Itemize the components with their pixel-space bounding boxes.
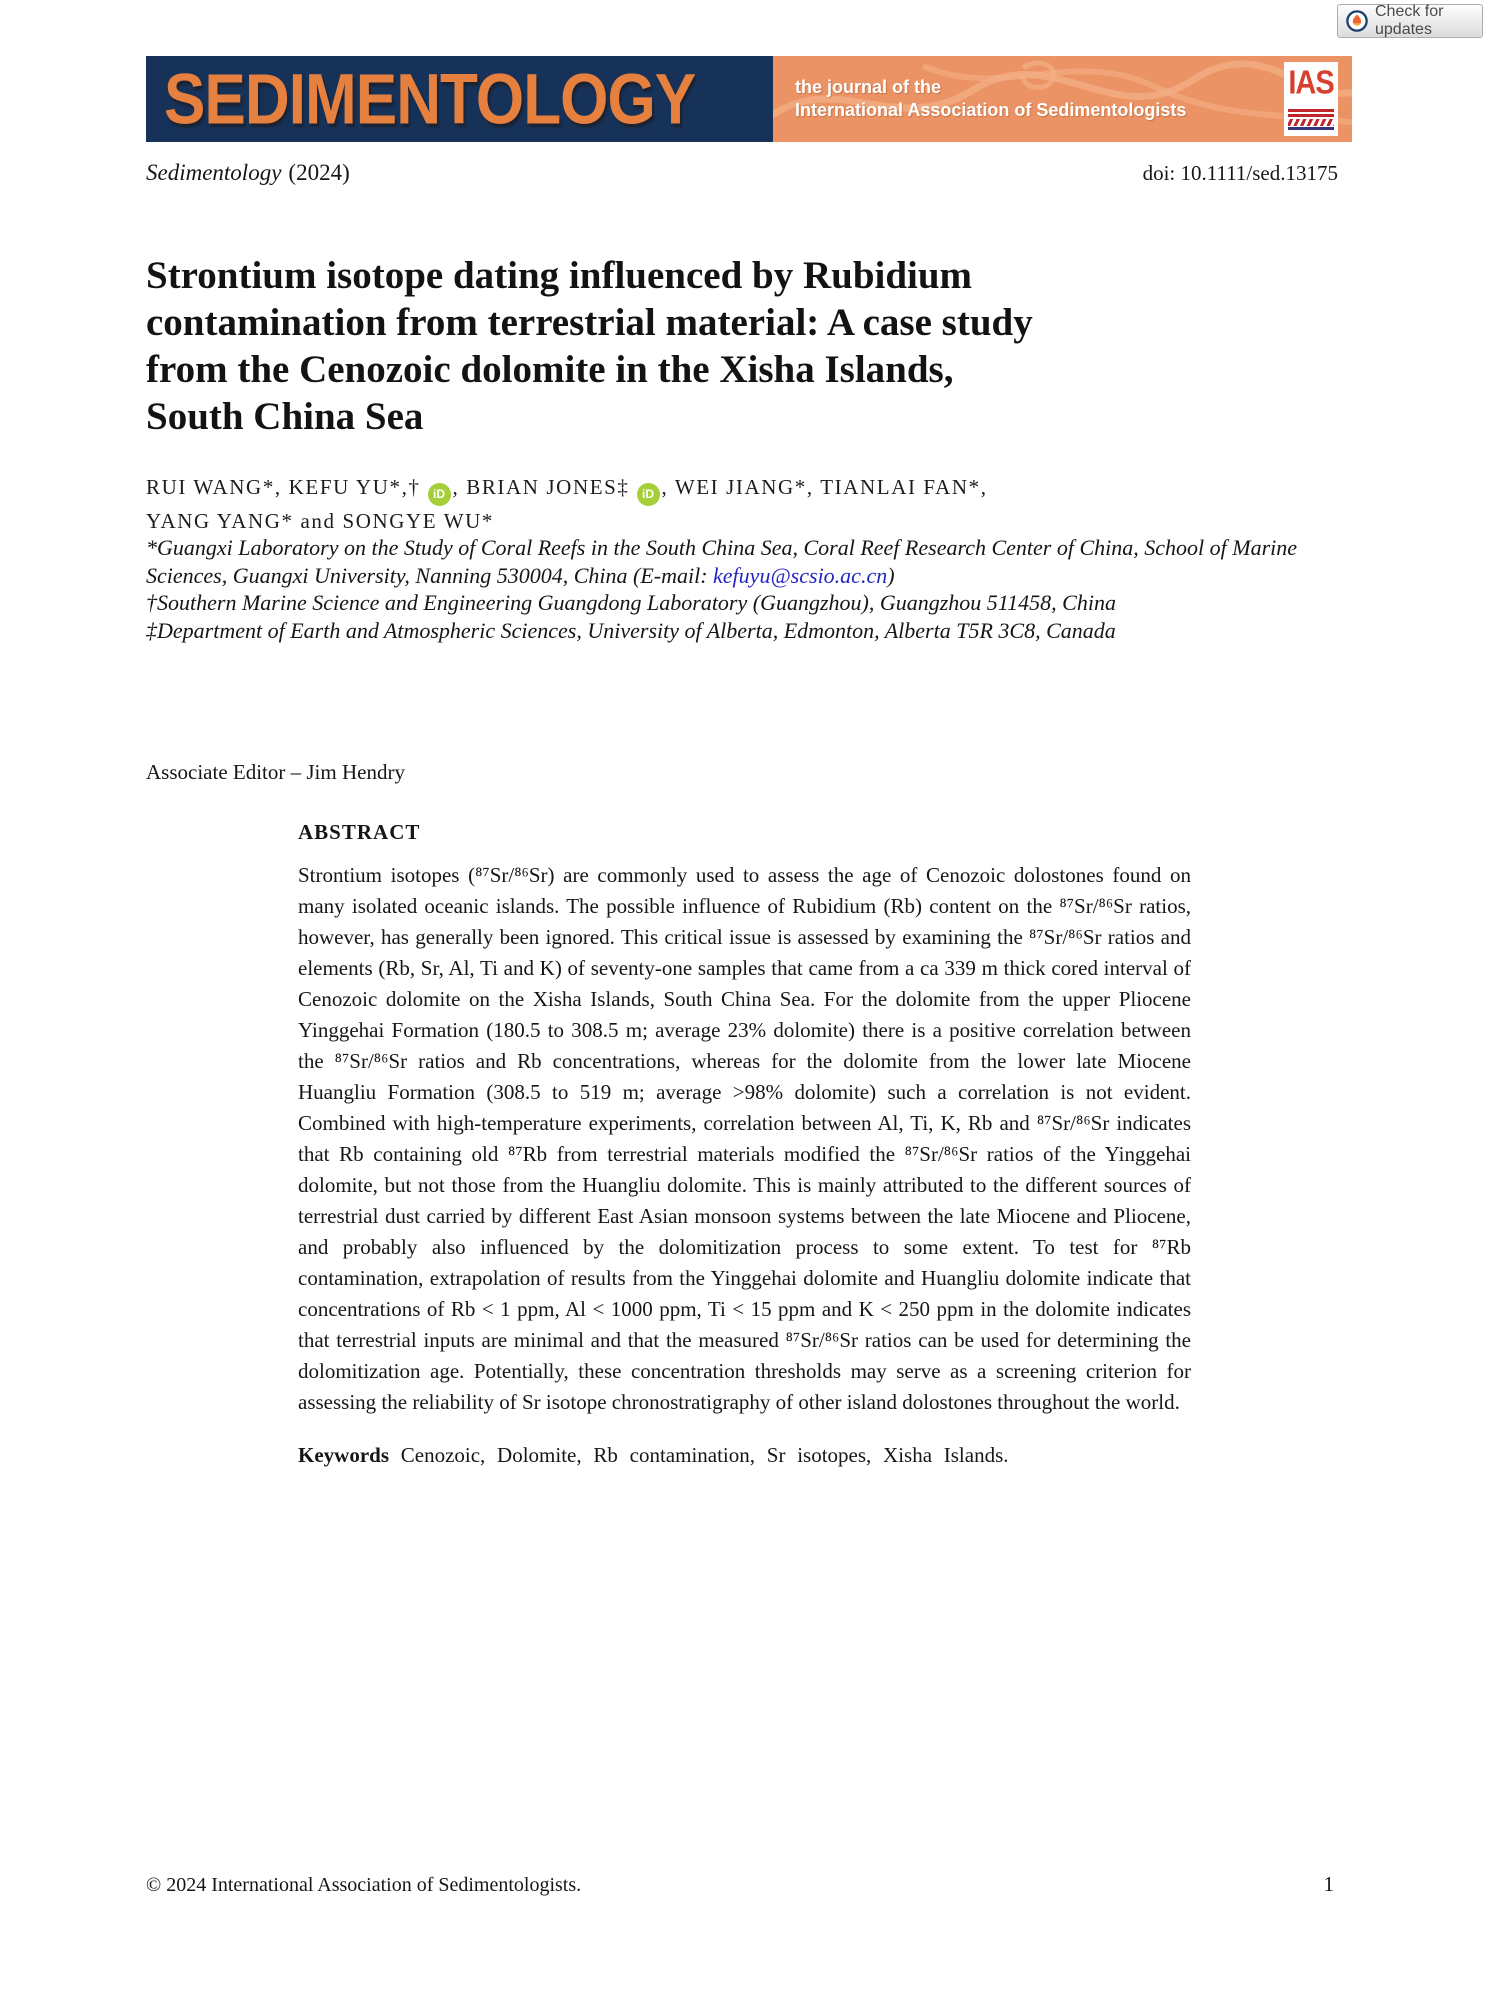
associate-editor-line: Associate Editor – Jim Hendry <box>146 760 405 784</box>
ias-logo-text: IAS <box>1288 64 1334 102</box>
title-line-2: contamination from terrestrial material: A case study <box>146 301 1033 344</box>
abstract-heading: ABSTRACT <box>298 820 421 844</box>
affiliation-1-close: ) <box>887 562 895 588</box>
meta-row <box>146 160 1338 186</box>
affiliation-2: †Southern Marine Science and Engineering Guangdong Laboratory (Guangzhou), Guangzhou 511458, China <box>146 590 1116 615</box>
affiliation-1-text: *Guangxi Laboratory on the Study of Coral Reefs in the South China Sea, Coral Reef Research Center of China, School of Marine Sciences, Guangxi University, Nanning 530004, China (E-mail: <box>146 535 1298 588</box>
page-number: 1 <box>1323 1872 1334 1896</box>
tagline-line1: the journal of the <box>795 77 941 97</box>
authors-segment-1: RUI WANG*, KEFU YU*,† <box>146 475 421 499</box>
banner-tagline-area <box>773 56 1352 142</box>
authors-line-2: YANG YANG* and SONGYE WU* <box>146 509 494 533</box>
banner-tagline <box>795 76 1186 122</box>
orcid-icon[interactable]: iD <box>637 483 660 506</box>
article-title <box>146 252 1266 440</box>
affiliations-block <box>146 534 1338 644</box>
page-footer <box>146 1872 1334 1897</box>
title-line-4: South China Sea <box>146 395 424 438</box>
authors-segment-2: , BRIAN JONES‡ <box>452 475 630 499</box>
journal-logotype: SEDIMENTOLOGY <box>164 58 696 140</box>
title-line-3: from the Cenozoic dolomite in the Xisha Islands, <box>146 348 954 391</box>
badge-label: Check for updates <box>1375 3 1444 38</box>
doi-text: doi: 10.1111/sed.13175 <box>1142 161 1338 185</box>
keywords-line <box>298 1440 1191 1471</box>
check-for-updates-badge[interactable] <box>1337 4 1483 38</box>
affiliation-1 <box>146 534 1338 589</box>
authors-block <box>146 472 1338 537</box>
orcid-icon[interactable]: iD <box>428 483 451 506</box>
journal-name: Sedimentology <box>146 160 282 185</box>
crossmark-icon <box>1346 10 1368 32</box>
affiliation-3: ‡Department of Earth and Atmospheric Sciences, University of Alberta, Edmonton, Alberta T5R 3C8, Canada <box>146 617 1116 643</box>
journal-citation <box>146 160 350 186</box>
keywords-text: Cenozoic, Dolomite, Rb contamination, Sr isotopes, Xisha Islands. <box>400 1443 1009 1467</box>
journal-logotype-box <box>146 56 773 142</box>
abstract-body: Strontium isotopes (⁸⁷Sr/⁸⁶Sr) are commonly used to assess the age of Cenozoic dolostones found on many isolated oceanic islands. The possible influence of Rubidium (Rb) content on the ⁸⁷Sr/⁸⁶Sr ratios, however, has generally been ignored. This critical issue is assessed by examining the ⁸⁷Sr/⁸⁶Sr ratios and elements (Rb, Sr, Al, Ti and K) of seventy-one samples that came from a ca 339 m thick cored interval of Cenozoic dolomite on the Xisha Islands, South China Sea. For the dolomite from the upper Pliocene Yinggehai Formation (180.5 to 308.5 m; average 23% dolomite) there is a positive correlation between the ⁸⁷Sr/⁸⁶Sr ratios and Rb concentrations, whereas for the dolomite from the lower late Miocene Huangliu Formation (308.5 to 519 m; average >98% dolomite) such a correlation is not evident. Combined with high-temperature experiments, correlation between Al, Ti, K, Rb and ⁸⁷Sr/⁸⁶Sr indicates that Rb containing old ⁸⁷Rb from terrestrial materials modified the ⁸⁷Sr/⁸⁶Sr ratios of the Yinggehai dolomite, but not those from the Huangliu dolomite. This is mainly attributed to the different sources of terrestrial dust carried by different East Asian monsoon systems between the late Miocene and Pliocene, and probably also influenced by the dolomitization process to some extent. To test for ⁸⁷Rb contamination, extrapolation of results from the Yinggehai dolomite and Huangliu dolomite indicate that concentrations of Rb < 1 ppm, Al < 1000 ppm, Ti < 15 ppm and K < 250 ppm in the dolomite indicates that terrestrial inputs are minimal and that the measured ⁸⁷Sr/⁸⁶Sr ratios can be used for determining the dolomitization age. Potentially, these concentration thresholds may serve as a screening criterion for assessing the reliability of Sr isotope chronostratigraphy of other island dolostones throughout the world. <box>298 863 1191 1414</box>
tagline-line2: International Association of Sedimentologists <box>795 100 1187 120</box>
abstract-section <box>298 820 1191 1471</box>
keywords-label: Keywords <box>298 1443 389 1467</box>
journal-banner <box>146 56 1352 142</box>
journal-year: (2024) <box>288 160 350 185</box>
ias-logo <box>1284 62 1338 136</box>
copyright-line: © 2024 International Association of Sedimentologists. <box>146 1874 582 1896</box>
authors-segment-3: , WEI JIANG*, TIANLAI FAN*, <box>661 475 988 499</box>
ias-logo-stripes <box>1288 109 1334 131</box>
title-line-1: Strontium isotope dating influenced by Rubidium <box>146 254 973 297</box>
email-link[interactable]: kefuyu@scsio.ac.cn <box>713 562 888 588</box>
